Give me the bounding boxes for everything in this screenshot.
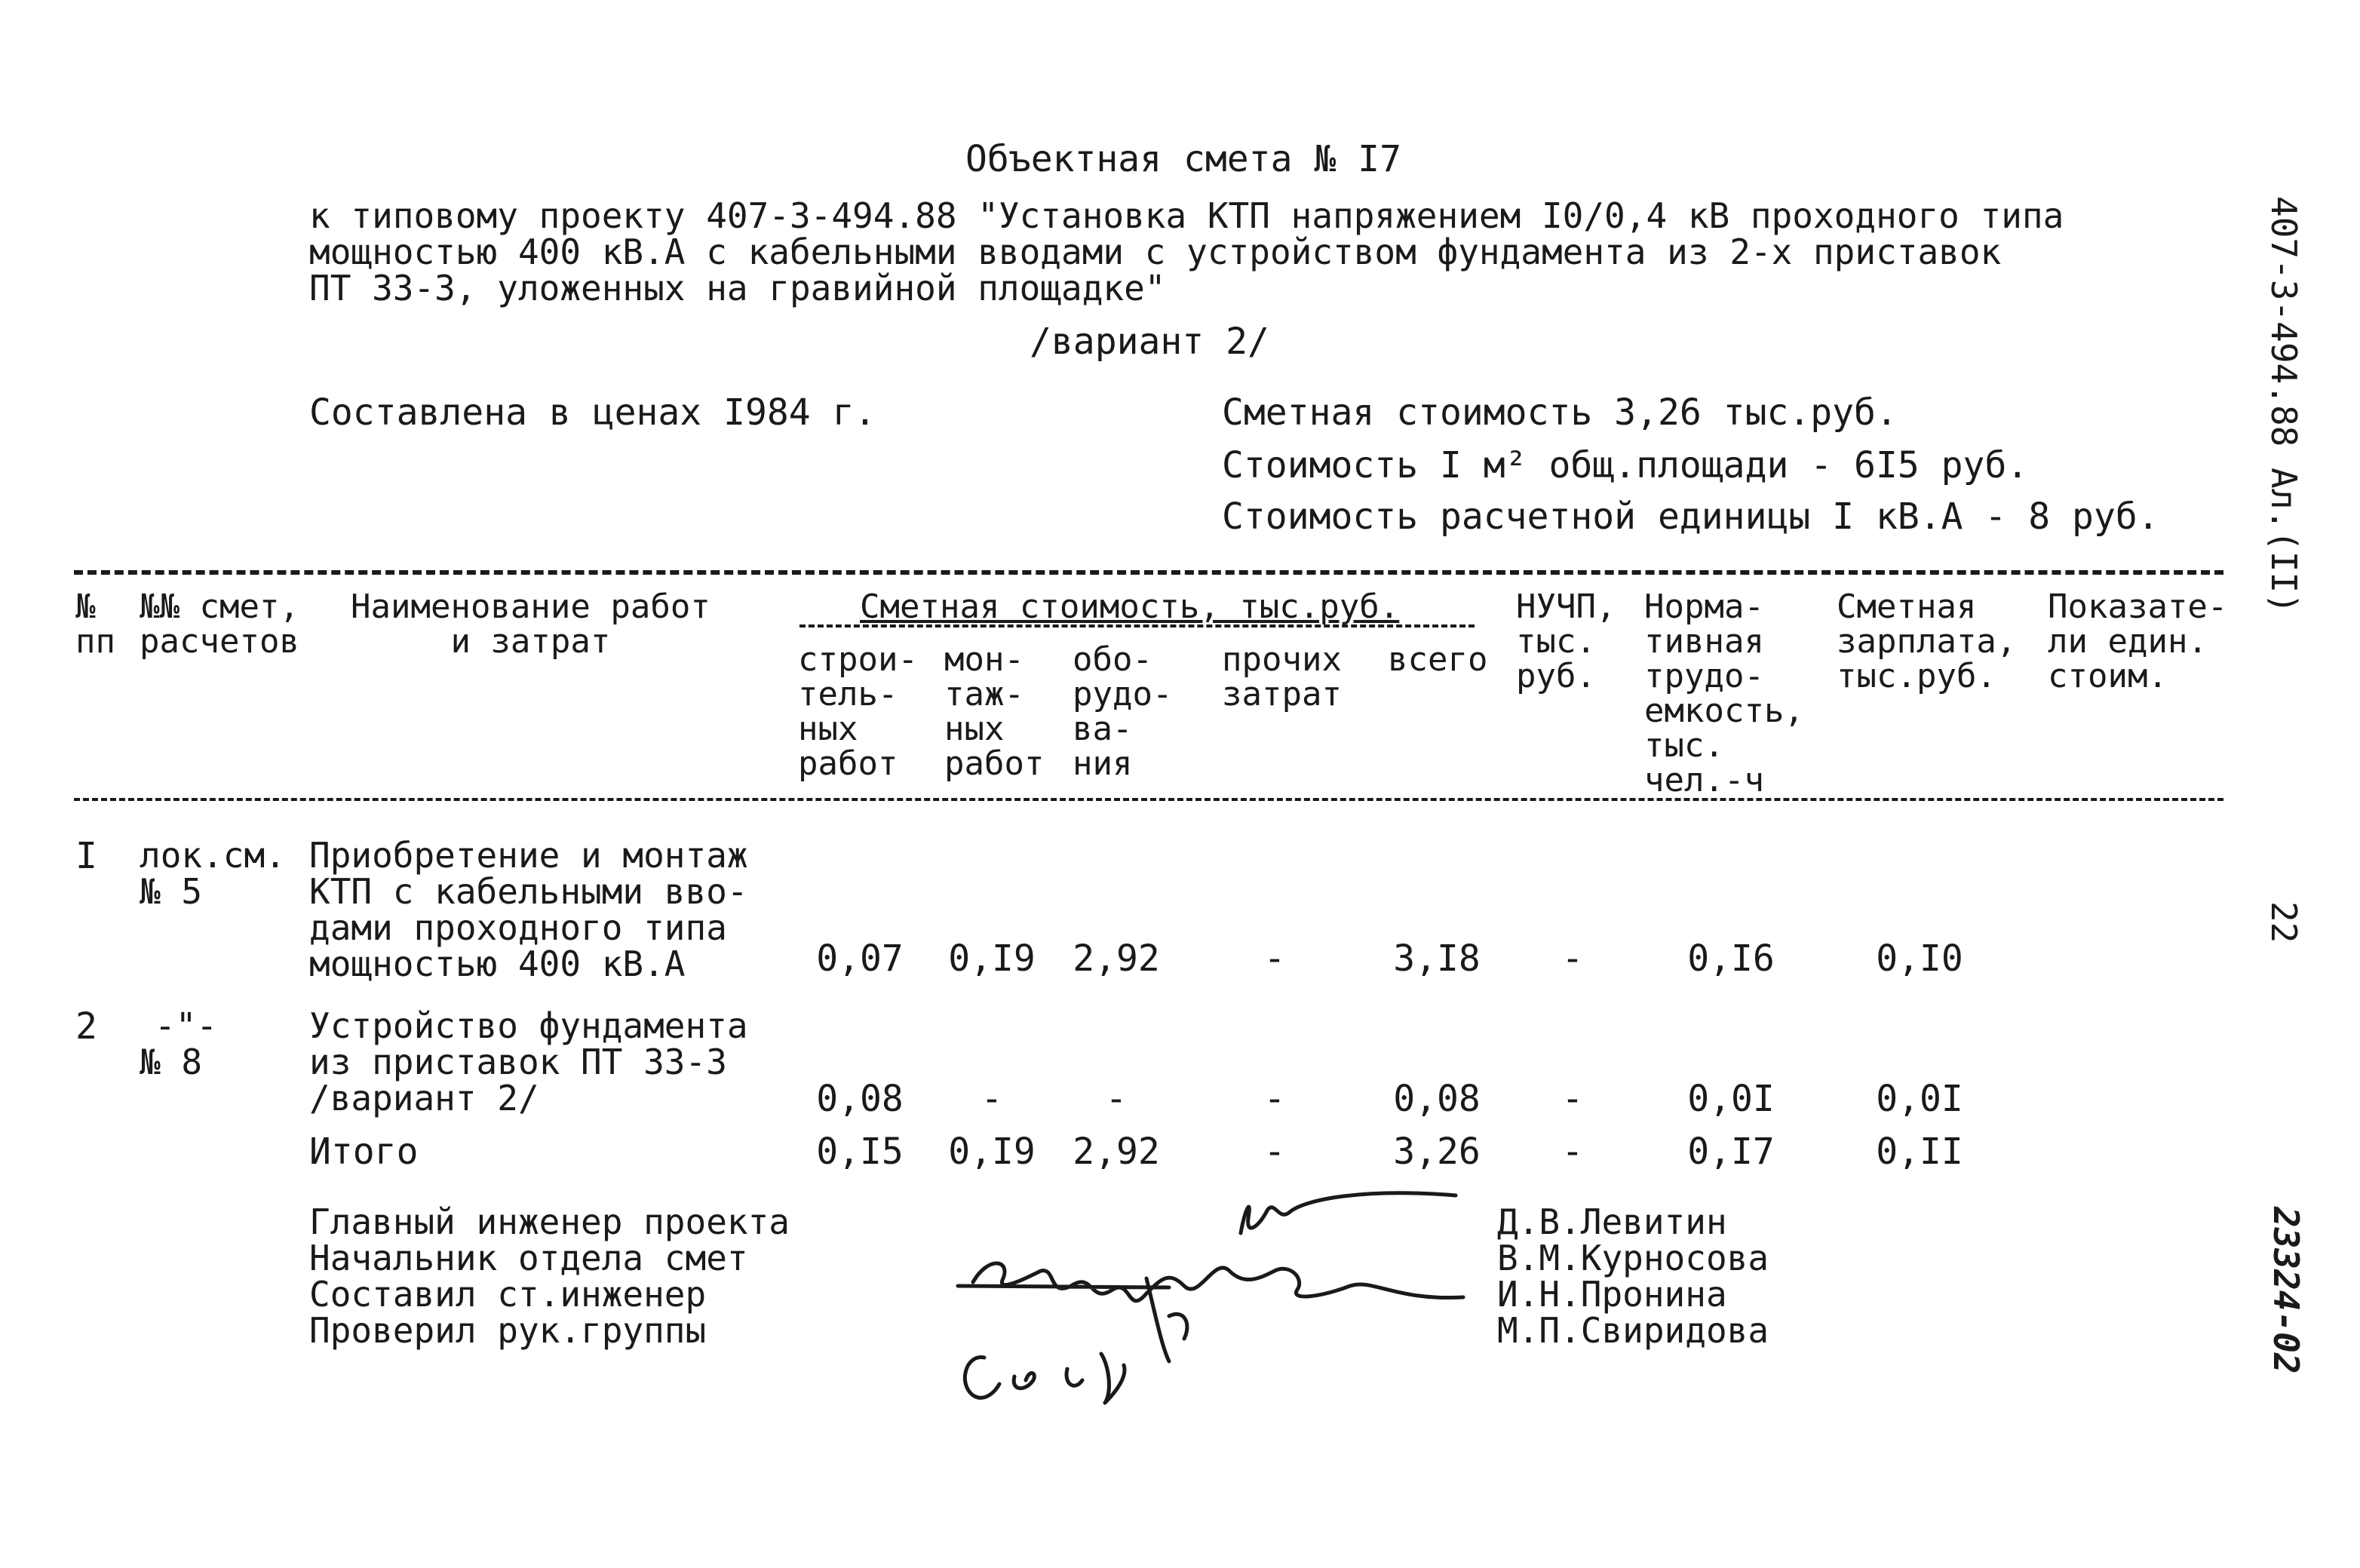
col-header-salary: Сметная зарплата, тыс.руб. [1837, 588, 2017, 695]
col-header-estimate: №№ смет, расчетов [140, 588, 299, 661]
row-2-salary: 0,0I [1876, 1078, 1963, 1120]
row-2-labor: 0,0I [1687, 1078, 1775, 1120]
totals-overhead: - [1561, 1131, 1584, 1173]
subtitle-line-1: к типовому проекту 407-3-494.88 "Установка КТП напряжением I0/0,4 кВ проходного типа [309, 195, 2064, 236]
col-header-cost-group: Сметная стоимость, тыс.руб. [860, 588, 1400, 626]
role-department-head: Начальник отдела смет [309, 1238, 748, 1278]
row-2-name: Устройство фундамента из приставок ПТ 33-3 /вариант 2/ [309, 1005, 748, 1118]
name-chief-engineer: Д.В.Левитин [1497, 1201, 1727, 1242]
handwritten-signatures [943, 1165, 1516, 1422]
row-2-installation: - [981, 1078, 1003, 1120]
row-1-construction: 0,07 [816, 937, 904, 980]
role-checker: Проверил рук.группы [309, 1310, 707, 1351]
side-document-code: 407-3-494.88 Ал.(II) [2263, 196, 2304, 614]
row-2-overhead: - [1561, 1078, 1584, 1120]
col-header-installation: мон- таж- ных работ [944, 640, 1045, 783]
cost-per-unit: Стоимость расчетной единицы I кВ.А - 8 руб. [1222, 496, 2159, 538]
row-1-labor: 0,I6 [1687, 937, 1775, 980]
row-1-salary: 0,I0 [1876, 937, 1963, 980]
document-title: Объектная смета № I7 [965, 138, 1401, 180]
col-header-overhead: НУЧП, тыс. руб. [1516, 588, 1616, 695]
row-1-installation: 0,I9 [948, 937, 1036, 980]
row-1-num: I [75, 835, 97, 877]
col-header-construction: строи- тель- ных работ [798, 640, 918, 783]
row-1-total: 3,I8 [1393, 937, 1481, 980]
col-header-indicators: Показате- ли един. стоим. [2048, 588, 2228, 695]
row-1-other: - [1263, 937, 1286, 980]
signature-names [1497, 1201, 1769, 1351]
prices-note: Составлена в ценах I984 г. [309, 391, 876, 434]
estimated-cost: Сметная стоимость 3,26 тыс.руб. [1222, 391, 1898, 434]
name-checker: М.П.Свиридова [1497, 1310, 1769, 1351]
cost-per-area: Стоимость I м² общ.площади - 6I5 руб. [1222, 444, 2029, 486]
table-top-rule [74, 570, 2223, 575]
col-header-num: № пп [75, 588, 115, 661]
col-header-equipment: обо- рудо- ва- ния [1073, 640, 1173, 783]
totals-construction: 0,I5 [816, 1131, 904, 1173]
role-compiler: Составил ст.инженер [309, 1274, 707, 1315]
signature-pronina [1146, 1278, 1187, 1361]
col-header-labor: Норма- тивная трудо- емкость, тыс. чел.-ч [1644, 588, 1804, 799]
signature-sviridova [965, 1354, 1125, 1403]
signature-kurnosova [958, 1263, 1463, 1301]
totals-other: - [1263, 1131, 1286, 1173]
row-2-num: 2 [75, 1005, 97, 1048]
role-chief-engineer: Главный инженер проекта [309, 1201, 790, 1242]
totals-salary: 0,II [1876, 1131, 1963, 1173]
variant-label: /вариант 2/ [1030, 321, 1269, 363]
totals-label: Итого [309, 1131, 419, 1173]
name-compiler: И.Н.Пронина [1497, 1274, 1727, 1315]
row-1-overhead: - [1561, 937, 1584, 980]
totals-total: 3,26 [1393, 1131, 1481, 1173]
row-2-total: 0,08 [1393, 1078, 1481, 1120]
col-header-total: всего [1388, 640, 1488, 679]
side-inventory-number: 23324-02 [2266, 1207, 2306, 1374]
row-1-name: Приобретение и монтаж КТП с кабельными вво- дами проходного типа мощностью 400 кВ.А [309, 835, 748, 984]
table-header-rule [74, 798, 2223, 801]
row-1-equipment: 2,92 [1073, 937, 1160, 980]
row-2-construction: 0,08 [816, 1078, 904, 1120]
signature-levitin [1241, 1193, 1456, 1233]
col-header-other: прочих затрат [1222, 640, 1342, 713]
subtitle-line-3: ПТ 33-3, уложенных на гравийной площадке" [309, 268, 1166, 308]
subtitle-line-2: мощностью 400 кВ.А с кабельными вводами с устройством фундамента из 2-х приставок [309, 232, 2002, 272]
cost-group-underline [799, 624, 1475, 628]
totals-labor: 0,I7 [1687, 1131, 1775, 1173]
signature-roles [309, 1201, 790, 1351]
name-department-head: В.М.Курносова [1497, 1238, 1769, 1278]
col-header-name: Наименование работ и затрат [351, 588, 710, 661]
totals-installation: 0,I9 [948, 1131, 1036, 1173]
row-2-equipment: - [1105, 1078, 1128, 1120]
row-2-other: - [1263, 1078, 1286, 1120]
totals-equipment: 2,92 [1073, 1131, 1160, 1173]
row-2-estimate: -"- № 8 [140, 1005, 218, 1082]
side-page-number: 22 [2263, 901, 2304, 944]
row-1-estimate: лок.см. № 5 [140, 835, 286, 912]
